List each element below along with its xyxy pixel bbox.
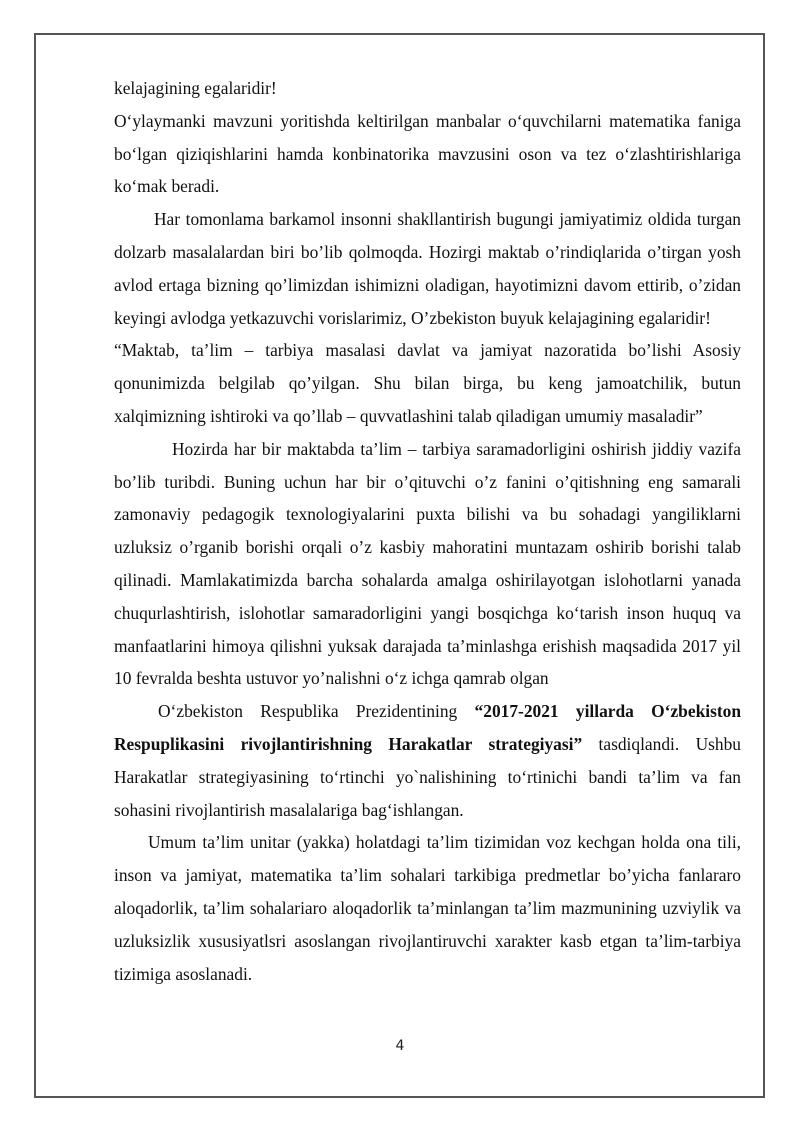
paragraph-6-end: tasdiqlandi. Ushbu Harakatlar strategiyasining to‘rtinchi yo`nalishining to‘rtinichi bandi ta’lim va fan sohasini rivojlantirish masalalariga bag‘ishlangan. — [114, 733, 741, 820]
document-body — [114, 72, 741, 990]
paragraph-3: Har tomonlama barkamol insonni shakllantirish bugungi jamiyatimiz oldida turgan dolzarb masalalardan biri bo’lib qolmoqda. Hozirgi maktab o’rindiqlarida o’tirgan yosh avlod ertaga bizning qo’limizdan ishimizni oladigan, hayotimizni davom ettirib, o’zidan keyingi avlodga yetkazuvchi vorislarimiz, O’zbekiston buyuk kelajagining egalaridir! — [114, 209, 741, 328]
page-number: 4 — [395, 1038, 405, 1054]
paragraph-7: Umum ta’lim unitar (yakka) holatdagi ta’lim tizimidan voz kechgan holda ona tili, inson va jamiyat, matematika ta’lim sohalari tarkibiga predmetlar bo’yicha fanlararo aloqadorlik, ta’lim sohalariaro aloqadorlik ta’minlangan ta’lim mazmunining uzviylik va uzluksizlik xususiyatlsri asoslangan rivojlantiruvchi xarakter kasb etgan ta’lim-tarbiya tizimiga asoslanadi. — [114, 832, 741, 984]
strategy-title: “2017-2021 yillarda O‘zbekiston Respuplikasini rivojlantirishning Harakatlar strategiyasi” — [114, 701, 742, 754]
paragraph-6 — [114, 695, 741, 826]
paragraph-4-quote: “Maktab, ta’lim – tarbiya masalasi davlat va jamiyat nazoratida bo’lishi Asosiy qonunimizda belgilab qo’yilgan. Shu bilan birga, bu keng jamoatchilik, butun xalqimizning ishtiroki va qo’llab – quvvatlashini talab qiladigan umumiy masaladir” — [114, 340, 741, 426]
paragraph-5: Hozirda har bir maktabda ta’lim – tarbiya saramadorligini oshirish jiddiy vazifa bo’lib turibdi. Buning uchun har bir o’qituvchi o’z fanini o’qitishning eng samarali zamonaviy pedagogik texnologiyalarini puxta bilishi va bu sohadagi yangiliklarni uzluksiz o’rganib borishi orqali o’z kasbiy mahoratini muntazam oshirib borishi talab qilinadi. Mamlakatimizda barcha sohalarda amalga oshirilayotgan islohotlarni yanada chuqurlashtirish, islohotlar samaradorligini yangi bosqichga ko‘tarish inson huquq va manfaatlarini himoya qilishni yuksak darajada ta’minlashga erishish maqsadida 2017 yil 10 fevralda beshta ustuvor yo’nalishni o‘z ichga qamrab olgan — [114, 438, 741, 689]
paragraph-1: kelajagining egalaridir! — [114, 78, 277, 98]
paragraph-6-start: O‘zbekiston Respublika Prezidentining — [158, 701, 475, 722]
paragraph-2: O‘ylaymanki mavzuni yoritishda keltirilgan manbalar o‘quvchilarni matematika faniga bo‘lgan qiziqishlarini hamda konbinatorika mavzusini oson va tez o‘zlashtirishlariga ko‘mak beradi. — [114, 110, 741, 197]
